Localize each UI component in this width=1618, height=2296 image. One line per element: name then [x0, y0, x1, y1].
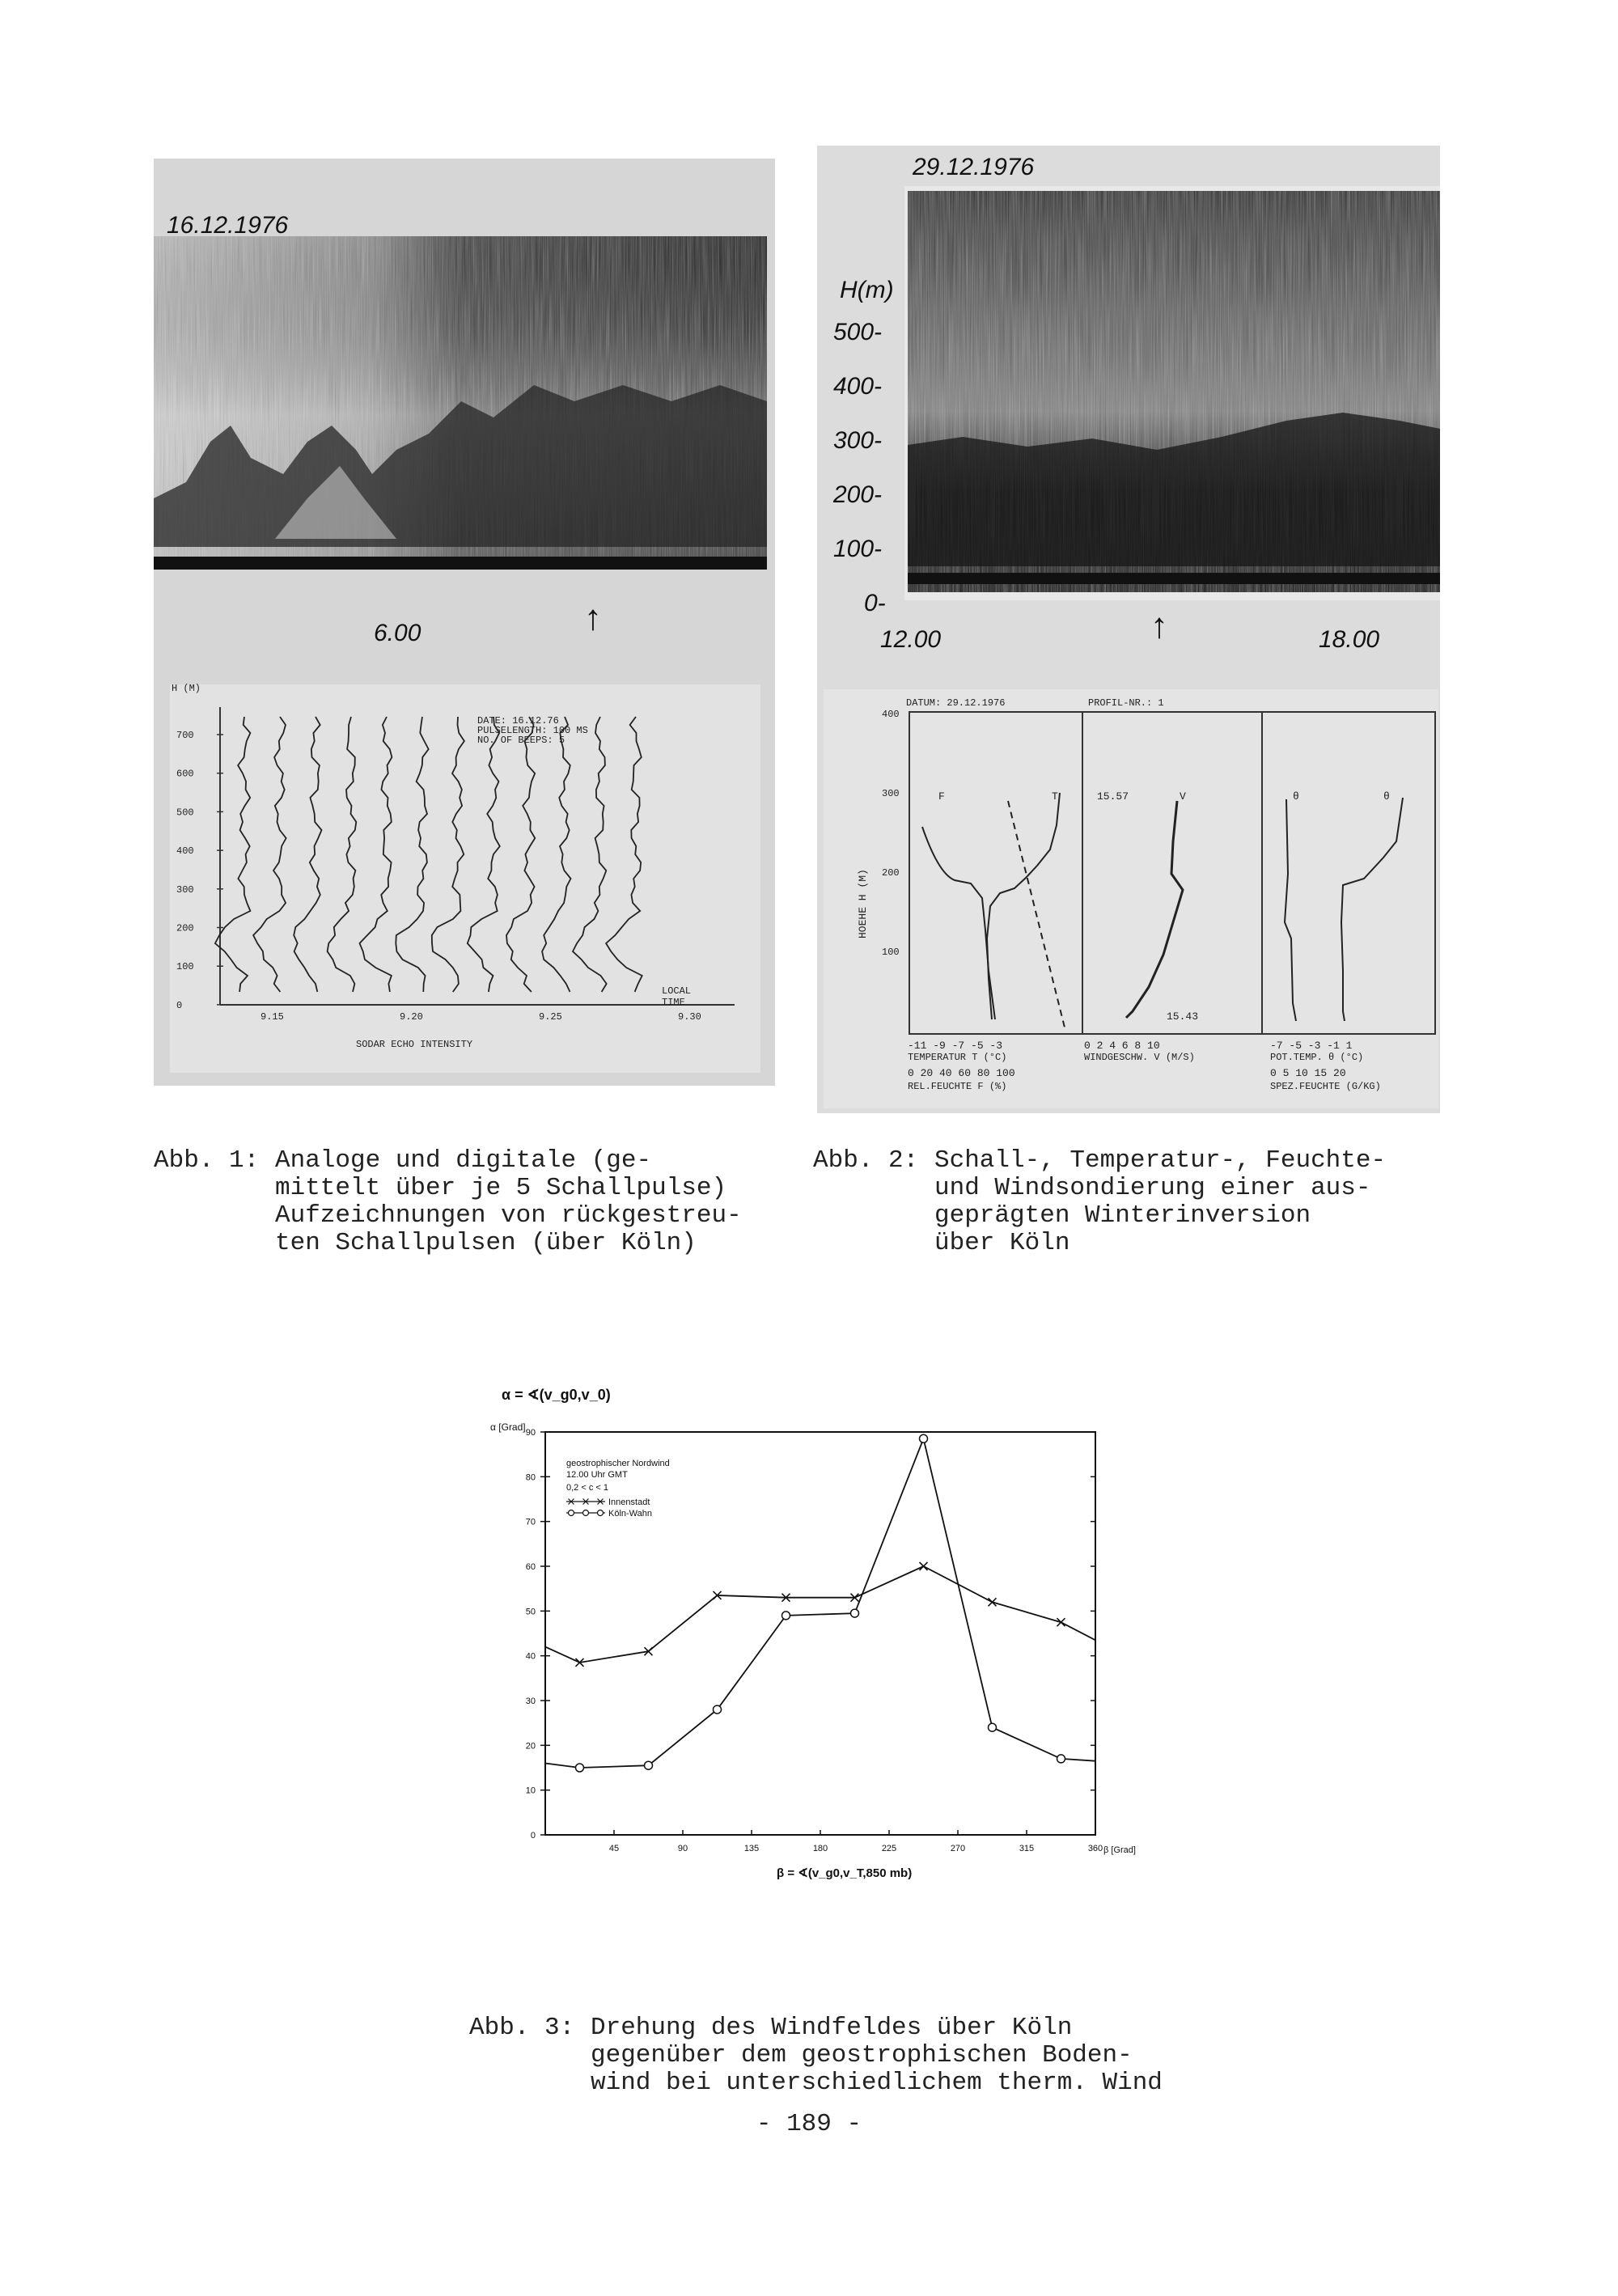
digital-y-axis-label: H (M)	[172, 683, 201, 694]
caption-1-line-1: Analoge und digitale (ge-	[275, 1146, 652, 1175]
data-point	[920, 1562, 928, 1570]
y-tick-label: 60	[525, 1562, 536, 1572]
y-tick-label: 40	[525, 1651, 536, 1662]
legend-marker	[598, 1510, 604, 1516]
x-tick-label: 135	[743, 1844, 760, 1853]
chart-title: α = ∢(v_g0,v_0)	[502, 1387, 611, 1403]
x-tick-label: 360	[1087, 1844, 1103, 1853]
caption-2-line-4: über Köln	[934, 1229, 1070, 1257]
caption-1-lead: Abb. 1:	[154, 1146, 260, 1175]
caption-2-lead: Abb. 2:	[813, 1146, 919, 1175]
figure-2-height-tick: 400-	[833, 373, 883, 400]
digital-local-time-1: LOCAL	[662, 985, 692, 997]
pot-temp-ticks: -7 -5 -3 -1 1	[1270, 1040, 1353, 1052]
profile-y-tick: 400	[882, 709, 900, 720]
chart-x-label: β = ∢(v_g0,v_T,850 mb)	[777, 1866, 913, 1880]
temp-ticks: -11 -9 -7 -5 -3	[908, 1040, 1003, 1052]
page-number: - 189 -	[756, 2110, 862, 2138]
figure-1-arrow: ↑	[584, 598, 602, 638]
y-tick-label: 50	[525, 1607, 536, 1617]
legend-label: Innenstadt	[608, 1497, 650, 1507]
analog-sodar-record	[154, 236, 767, 570]
figure-2-height-tick: 0-	[864, 590, 886, 616]
data-point	[851, 1609, 859, 1617]
data-point	[1057, 1618, 1065, 1626]
analog-sodar-record	[904, 186, 1440, 600]
caption-2-line-3: geprägten Winterinversion	[934, 1201, 1311, 1230]
digital-profile-plot	[170, 683, 760, 1073]
data-point	[989, 1723, 997, 1731]
y-tick-label: 20	[525, 1741, 536, 1752]
x-tick-label: 45	[608, 1844, 620, 1853]
series-k-ln-wahn	[545, 1434, 1095, 1772]
chart-annotation-line-3: 0,2 < c < 1	[566, 1483, 608, 1493]
caption-3-lead: Abb. 3:	[469, 2014, 575, 2042]
figure-2-height-label: H(m)	[840, 277, 894, 303]
figure-1-graphic	[154, 159, 775, 1086]
caption-3-line-2: gegenüber dem geostrophischen Boden-	[591, 2041, 1133, 2069]
digital-y-tick: 600	[176, 768, 194, 780]
figure-1	[154, 159, 775, 1086]
figure-2-time-12: 12.00	[880, 626, 942, 653]
y-tick-label: 0	[530, 1831, 536, 1841]
legend-marker	[569, 1510, 574, 1516]
figure-2-graphic	[817, 146, 1440, 1113]
caption-1-line-4: ten Schallpulsen (über Köln)	[275, 1229, 697, 1257]
profile-header-left: DATUM: 29.12.1976	[906, 697, 1006, 709]
legend-marker	[583, 1510, 589, 1516]
chart-annotation-line-2: 12.00 Uhr GMT	[566, 1470, 628, 1480]
x-tick-label: 225	[881, 1844, 897, 1853]
panel3-label-right: θ	[1383, 790, 1390, 803]
data-point	[576, 1764, 584, 1772]
figure-2-height-tick: 100-	[833, 536, 883, 562]
feuchte-axis-label: REL.FEUCHTE F (%)	[908, 1081, 1007, 1092]
x-tick-label: 180	[812, 1844, 828, 1853]
chart-legend	[566, 1497, 652, 1519]
chart-y-label: α [Grad]	[490, 1421, 526, 1433]
profile-y-tick: 300	[882, 788, 900, 799]
panel3-label-left: θ	[1293, 790, 1299, 803]
caption-figure-3	[469, 2014, 1197, 2103]
digital-local-time-2: TIME	[662, 997, 685, 1008]
chart-series	[545, 1434, 1095, 1772]
digital-y-tick: 500	[176, 807, 194, 819]
caption-2-line-2: und Windsondierung einer aus-	[934, 1174, 1371, 1202]
legend-label: Köln-Wahn	[608, 1509, 653, 1519]
spez-feuchte-axis-label: SPEZ.FEUCHTE (G/KG)	[1270, 1081, 1381, 1092]
pot-temp-axis-label: POT.TEMP. θ (°C)	[1270, 1052, 1364, 1063]
data-point	[645, 1761, 653, 1769]
x-tick-label: 270	[950, 1844, 966, 1853]
chart-y-ticks	[526, 1428, 1095, 1841]
panel2-label-v: V	[1180, 790, 1186, 803]
digital-x-tick: 9.15	[260, 1011, 284, 1023]
digital-y-tick: 300	[176, 883, 194, 896]
y-tick-label: 10	[525, 1786, 536, 1796]
caption-3-line-1: Drehung des Windfeldes über Köln	[591, 2014, 1073, 2042]
panel2-label-top: 15.57	[1097, 790, 1129, 803]
figure-3	[485, 1375, 1197, 1893]
panel1-label-f: F	[938, 790, 945, 803]
wind-ticks: 0 2 4 6 8 10	[1084, 1040, 1160, 1052]
digital-x-axis-label: SODAR ECHO INTENSITY	[356, 1039, 473, 1050]
digital-x-tick: 9.30	[678, 1011, 701, 1023]
digital-y-tick: 0	[176, 999, 183, 1011]
figure-1-date: 16.12.1976	[167, 212, 289, 239]
chart-x-ticks	[609, 1830, 1103, 1853]
y-tick-label: 90	[525, 1428, 536, 1438]
chart-annotation-line-1: geostrophischer Nordwind	[566, 1459, 670, 1468]
x-tick-label: 90	[677, 1844, 688, 1853]
figure-3-chart	[485, 1375, 1197, 1893]
spez-feuchte-ticks: 0 5 10 15 20	[1270, 1067, 1346, 1079]
chart-x-unit-label: β [Grad]	[1103, 1845, 1136, 1855]
data-point	[714, 1705, 722, 1714]
digital-x-tick: 9.20	[400, 1011, 423, 1023]
chart-frame	[545, 1432, 1095, 1835]
data-point	[989, 1598, 997, 1606]
digital-info-line-1: DATE: 16.12.76	[477, 715, 559, 727]
figure-2-height-tick: 300-	[833, 427, 883, 454]
digital-x-tick: 9.25	[539, 1011, 562, 1023]
figure-2-time-18: 18.00	[1319, 626, 1380, 653]
digital-y-tick: 400	[176, 845, 194, 858]
chart-annotation	[566, 1459, 670, 1519]
data-point	[1057, 1755, 1065, 1763]
y-tick-label: 70	[525, 1517, 536, 1527]
figure-2	[817, 146, 1440, 1113]
y-tick-label: 30	[525, 1697, 536, 1706]
x-tick-label: 315	[1019, 1844, 1035, 1853]
digital-info-line-3: NO. OF BEEPS: 5	[477, 735, 565, 746]
panel1-label-t: T	[1052, 790, 1058, 803]
caption-figure-2	[813, 1147, 1452, 1269]
figure-1-time-label: 6.00	[374, 620, 421, 646]
figure-2-arrow: ↑	[1150, 606, 1168, 646]
data-point	[782, 1612, 790, 1620]
temp-axis-label: TEMPERATUR T (°C)	[908, 1052, 1007, 1063]
figure-2-height-tick: 500-	[833, 319, 883, 345]
figure-2-height-tick: 200-	[833, 481, 883, 508]
wind-axis-label: WINDGESCHW. V (M/S)	[1084, 1052, 1195, 1063]
feuchte-ticks: 0 20 40 60 80 100	[908, 1067, 1015, 1079]
digital-y-tick: 700	[176, 730, 194, 741]
profile-y-tick: 200	[882, 867, 900, 879]
profile-plot	[824, 689, 1438, 1108]
digital-y-tick: 200	[176, 922, 194, 934]
profile-y-tick: 100	[882, 947, 900, 958]
caption-2-line-1: Schall-, Temperatur-, Feuchte-	[934, 1146, 1387, 1175]
caption-3-line-3: wind bei unterschiedlichem therm. Wind	[591, 2069, 1163, 2097]
y-tick-label: 80	[525, 1472, 536, 1483]
data-point	[920, 1434, 928, 1442]
panel2-label-bottom: 15.43	[1167, 1010, 1199, 1023]
profile-y-axis-label: HOEHE H (M)	[857, 869, 869, 938]
caption-figure-1	[154, 1147, 785, 1269]
digital-y-tick: 100	[176, 961, 194, 973]
digital-info-line-2: PULSELENGTH: 100 MS	[477, 725, 588, 736]
series-line	[545, 1438, 1095, 1768]
figure-2-date: 29.12.1976	[913, 154, 1035, 180]
caption-1-line-3: Aufzeichnungen von rückgestreu-	[275, 1201, 742, 1230]
profile-header-right: PROFIL-NR.: 1	[1088, 697, 1164, 709]
caption-1-line-2: mittelt über je 5 Schallpulse)	[275, 1174, 727, 1202]
